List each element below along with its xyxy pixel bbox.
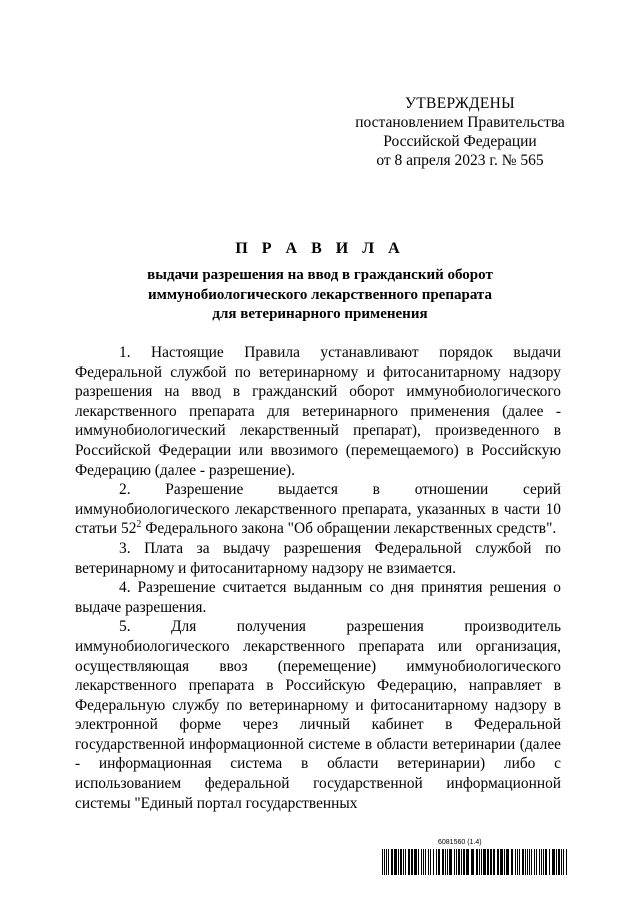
paragraph-1: 1. Настоящие Правила устанавливают порядок выдачи Федеральной службой по ветеринарному и фитосанитарному надзору разрешения на ввод в гражданский оборот иммунобиологического лекарственного препарата для ветеринарного применения (далее - иммунобиологический лекарственный препарат), произведенного в Российской Федерации или ввозимого (перемещаемого) в Российскую Федерацию (далее - разрешение). xyxy=(75,344,561,479)
document-body xyxy=(75,343,561,813)
barcode-block xyxy=(382,839,570,877)
approval-block xyxy=(340,94,580,170)
approval-line-1: постановлением Правительства xyxy=(355,114,565,131)
paragraph-4: 4. Разрешение считается выданным со дня принятия решения о выдаче разрешения. xyxy=(75,579,561,616)
document-subtitle xyxy=(110,266,530,325)
approval-line-3: от 8 апреля 2023 г. № 565 xyxy=(376,152,544,169)
subtitle-line-2: иммунобиологического лекарственного препарата xyxy=(147,286,492,303)
barcode-icon xyxy=(382,849,570,875)
paragraph-5: 5. Для получения разрешения производитель иммунобиологического лекарственного препарата или организация, осуществляющая ввоз (перемещение) иммунобиологического лекарственного препарата в Российскую Федерацию, направляет в Федеральную службу по ветеринарному и фитосанитарному надзору в электронной форме через личный кабинет в Федеральной государственной информационной системе в области ветеринарии (далее - информационная система в области ветеринарии) либо с использованием федеральной государственной информационной системы "Единый портал государственных xyxy=(75,618,561,812)
paragraph-3: 3. Плата за выдачу разрешения Федеральной службой по ветеринарному и фитосанитарному надзору не взимается. xyxy=(75,539,561,577)
paragraph-2-text-end: Федерального закона "Об обращении лекарственных средств". xyxy=(141,520,557,538)
document-title: П Р А В И Л А xyxy=(235,240,405,257)
subtitle-line-1: выдачи разрешения на ввод в гражданский оборот xyxy=(147,267,493,283)
approval-title: УТВЕРЖДЕНЫ xyxy=(405,95,515,112)
barcode-id: 6081560 (1.4) xyxy=(438,839,482,846)
paragraph-2-text-start: 2. Разрешение выдается в отношении серий иммунобиологического лекарственного препарата, указанных в части 10 статьи 52 xyxy=(75,481,561,538)
paragraph-2 xyxy=(75,480,561,539)
approval-line-2: Российской Федерации xyxy=(383,133,537,150)
subtitle-line-3: для ветеринарного применения xyxy=(212,306,428,322)
article-superscript: 2 xyxy=(136,519,142,531)
